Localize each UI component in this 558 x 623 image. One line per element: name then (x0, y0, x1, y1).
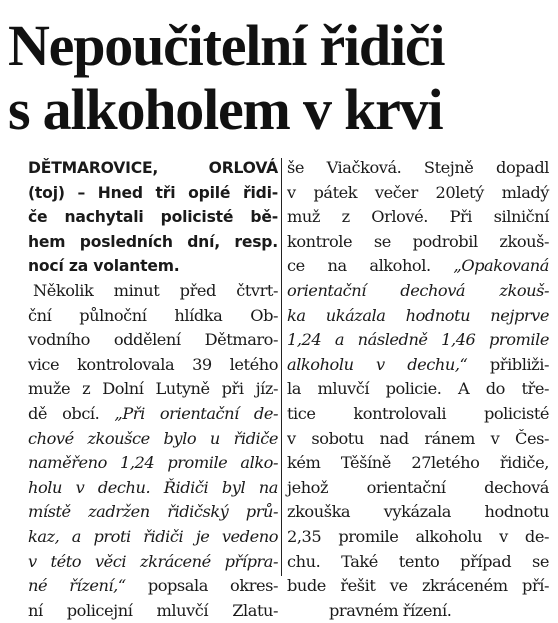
article-headline (8, 14, 553, 142)
text-line (28, 205, 278, 230)
article-column-right (287, 156, 549, 623)
quote-text: místě zadržen řidičský prů- (28, 502, 278, 522)
text-line (28, 500, 278, 525)
quote-text: v této věci zkrácené přípra- (28, 551, 278, 571)
text-line (287, 254, 549, 279)
text-line (287, 377, 549, 402)
article-body (0, 152, 558, 620)
body-text: Několik minut před čtvrt- (33, 280, 278, 300)
quote-text: 1,24 a následně 1,46 promile (287, 330, 549, 350)
quote-text: chové zkoušce bylo u řidiče (28, 428, 278, 448)
text-line (287, 402, 549, 427)
body-text: popsala okres- (147, 576, 278, 596)
text-line (28, 427, 278, 452)
body-text: ce na alkohol. (287, 256, 454, 276)
text-line (28, 254, 278, 279)
quote-text: „Opakovaná (453, 256, 549, 276)
text-line (28, 574, 278, 599)
body-text: přibliži- (489, 354, 549, 374)
body-text: v sobotu nad ránem v Čes- (287, 428, 549, 448)
text-line (28, 328, 278, 353)
body-text: vodního oddělení Dětmaro- (28, 330, 278, 350)
body-text: ční půlnoční hlídka Ob- (28, 305, 278, 325)
body-text: tice kontrolovali policisté (287, 403, 549, 423)
body-text: vice kontrolovala 39 letého (28, 354, 278, 374)
lead-text: če nachytali policisté bě- (28, 208, 278, 227)
body-text: bude řešit ve zkráceném pří- (287, 576, 549, 596)
lead-text: DĚTMAROVICE, ORLOVÁ (28, 159, 278, 177)
text-line (28, 181, 278, 206)
text-line (287, 353, 549, 378)
quote-text: orientační dechová zkouš- (287, 280, 549, 300)
text-line (28, 525, 278, 550)
lead-text: nocí za volantem. (28, 257, 180, 276)
text-line (28, 279, 278, 304)
article-column-left (28, 156, 278, 623)
body-text: chu. Také tento případ se (287, 551, 549, 571)
body-text: 2,35 promile alkoholu v de- (287, 526, 549, 546)
text-line (28, 476, 278, 501)
headline-line: s alkoholem v krvi (8, 77, 443, 142)
text-line (287, 279, 549, 304)
text-line (28, 451, 278, 476)
quote-text: „Při orientační de- (114, 403, 278, 423)
text-line (287, 525, 549, 550)
text-line (287, 427, 549, 452)
text-line (287, 156, 549, 181)
text-line (28, 402, 278, 427)
body-text: pravném řízení. (329, 600, 452, 620)
body-text: kontrole se podrobil zkouš- (287, 231, 549, 251)
text-line (287, 205, 549, 230)
lead-text: (toj) – Hned tři opilé řidi- (28, 183, 278, 202)
body-text: dě obcí. (28, 403, 115, 423)
text-line (28, 230, 278, 255)
quote-text: alkoholu v dechu,“ (287, 354, 490, 374)
body-text: v pátek večer 20letý mladý (287, 182, 549, 202)
text-line (287, 451, 549, 476)
quote-text: naměřeno 1,24 promile alko- (28, 453, 278, 473)
text-line (287, 328, 549, 353)
text-line (28, 353, 278, 378)
text-line (287, 599, 549, 623)
text-line (28, 550, 278, 575)
body-text: ní policejní mluvčí Zlatu- (28, 600, 278, 620)
text-line (28, 304, 278, 329)
text-line (287, 500, 549, 525)
quote-text: ka ukázala hodnotu nejprve (287, 305, 549, 325)
quote-text: holu v dechu. Řidiči byl na (28, 477, 278, 497)
text-line (287, 550, 549, 575)
body-text: zkouška vykázala hodnotu (287, 502, 549, 522)
headline-line: Nepoučitelní řidiči (8, 13, 445, 78)
body-text: muž z Orlové. Při silniční (287, 207, 549, 227)
text-line (287, 230, 549, 255)
text-line (287, 574, 549, 599)
text-line (287, 304, 549, 329)
body-text: la mluvčí policie. A do tře- (287, 379, 549, 399)
text-line (28, 599, 278, 623)
quote-text: né řízení,“ (28, 576, 148, 596)
quote-text: kaz, a proti řidiči je vedeno (28, 526, 278, 546)
column-divider (281, 158, 282, 576)
body-text: kém Těšíně 27letého řidiče, (287, 453, 549, 473)
lead-text: hem posledních dní, resp. (28, 232, 278, 251)
text-line (287, 181, 549, 206)
body-text: muže z Dolní Lutyně při jíz- (28, 379, 278, 399)
body-text: še Viačková. Stejně dopadl (287, 158, 549, 177)
text-line (28, 156, 278, 181)
text-line (28, 377, 278, 402)
body-text: jehož orientační dechová (287, 477, 549, 497)
text-line (287, 476, 549, 501)
